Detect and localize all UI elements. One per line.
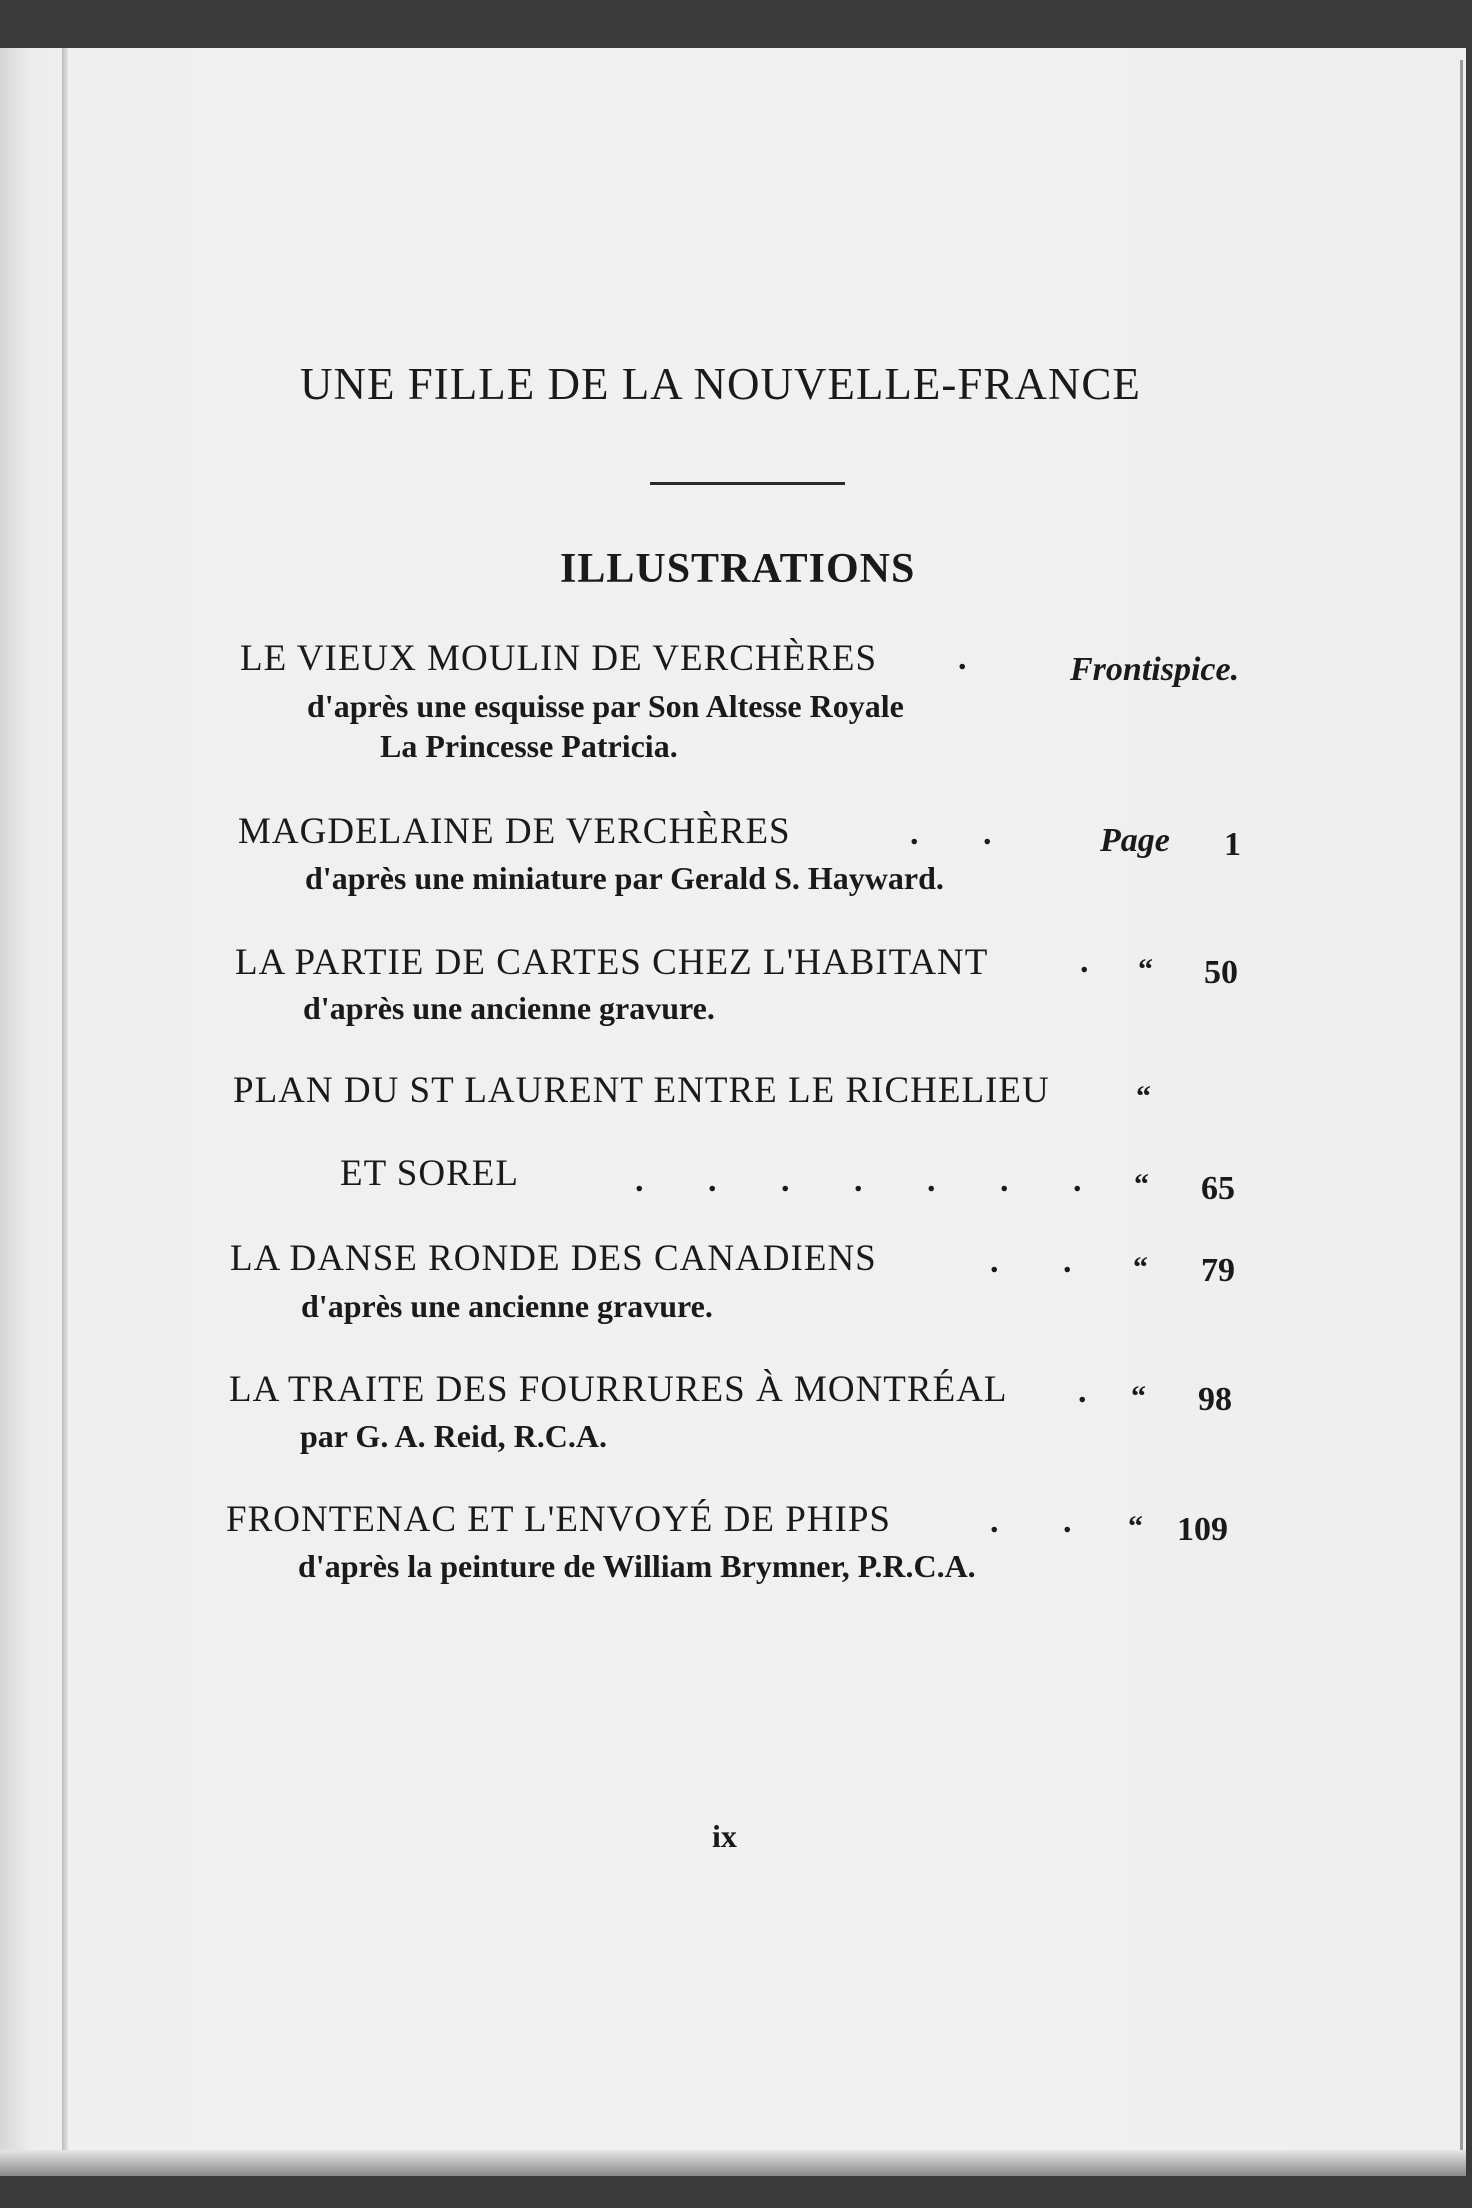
leader-dots-5: . . bbox=[990, 1243, 1100, 1280]
credit-line-6: par G. A. Reid, R.C.A. bbox=[300, 1418, 607, 1454]
credit-line-1b: La Princesse Patricia. bbox=[380, 728, 678, 764]
illustration-title-3: LA PARTIE DE CARTES CHEZ L'HABITANT bbox=[235, 942, 989, 983]
credit-line-5: d'après une ancienne gravure. bbox=[301, 1288, 713, 1324]
illustration-title-2: MAGDELAINE DE VERCHÈRES bbox=[238, 811, 791, 852]
illustration-title-5: LA DANSE RONDE DES CANADIENS bbox=[230, 1238, 877, 1279]
illustration-title-4-continuation: ET SOREL bbox=[340, 1153, 519, 1194]
page-bottom-edge bbox=[0, 2150, 1466, 2176]
facing-page-edge bbox=[0, 48, 30, 2176]
page-folio: ix bbox=[712, 1818, 737, 1854]
page-number-3: 50 bbox=[1204, 954, 1238, 991]
illustration-title-4: PLAN DU ST LAURENT ENTRE LE RICHELIEU bbox=[233, 1070, 1050, 1111]
leader-dots-1: . bbox=[958, 640, 995, 677]
credit-line-3: d'après une ancienne gravure. bbox=[303, 990, 715, 1026]
page-label-frontispice: Frontispice. bbox=[1070, 651, 1240, 688]
credit-line-1a: d'après une esquisse par Son Altesse Royale bbox=[307, 688, 904, 724]
leader-dots-2: . . bbox=[910, 815, 1020, 852]
page-label-page: Page bbox=[1100, 822, 1170, 859]
leader-dots-4: . . . . . . . bbox=[635, 1162, 1110, 1199]
section-heading: ILLUSTRATIONS bbox=[560, 546, 916, 592]
ditto-mark-7: “ bbox=[1128, 1510, 1143, 1543]
page-number-4: 65 bbox=[1201, 1170, 1235, 1207]
ditto-mark-5: “ bbox=[1133, 1251, 1148, 1284]
credit-line-2: d'après une miniature par Gerald S. Hayward. bbox=[305, 860, 944, 896]
credit-line-7: d'après la peinture de William Brymner, P.R.C.A. bbox=[298, 1548, 976, 1584]
illustration-title-1: LE VIEUX MOULIN DE VERCHÈRES bbox=[240, 638, 878, 679]
leader-dots-7: . . bbox=[990, 1503, 1100, 1540]
page-gutter bbox=[62, 48, 68, 2176]
book-title: UNE FILLE DE LA NOUVELLE-FRANCE bbox=[300, 359, 1141, 409]
ditto-mark-3: “ bbox=[1138, 953, 1153, 986]
ditto-mark-6: “ bbox=[1131, 1380, 1146, 1413]
page-number-7: 109 bbox=[1177, 1511, 1228, 1548]
illustration-title-7: FRONTENAC ET L'ENVOYÉ DE PHIPS bbox=[226, 1499, 891, 1540]
ditto-mark-4b: “ bbox=[1134, 1168, 1149, 1201]
leader-dots-6: . bbox=[1078, 1373, 1115, 1410]
leader-dots-3: . bbox=[1080, 943, 1117, 980]
page-number-6: 98 bbox=[1198, 1381, 1232, 1418]
ditto-mark-4: “ bbox=[1136, 1080, 1151, 1113]
illustration-title-6: LA TRAITE DES FOURRURES À MONTRÉAL bbox=[229, 1369, 1008, 1410]
page-number-2: 1 bbox=[1224, 826, 1241, 863]
page-number-5: 79 bbox=[1201, 1252, 1235, 1289]
title-divider-rule bbox=[650, 482, 845, 485]
page-right-edge bbox=[1460, 60, 1463, 2170]
